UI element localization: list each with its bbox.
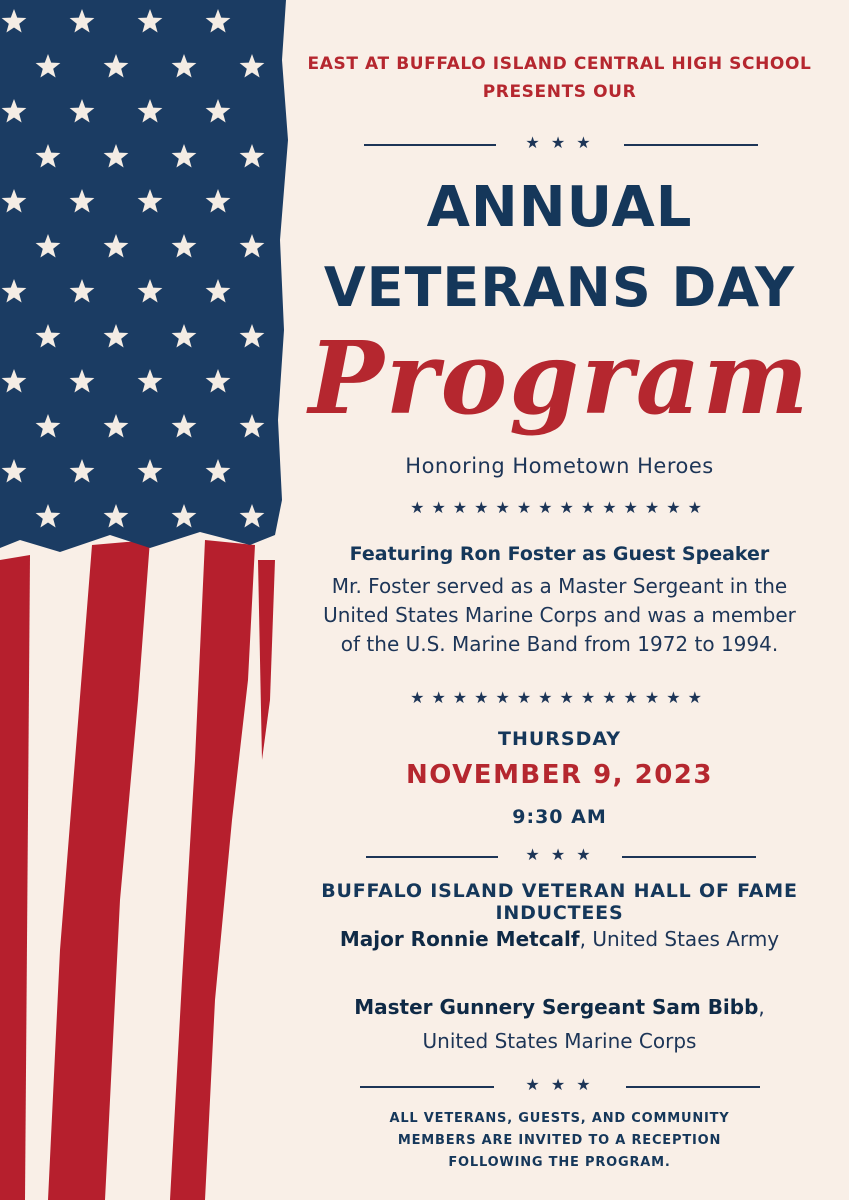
- three-stars-icon: ★ ★ ★: [525, 845, 594, 864]
- bio-line: United States Marine Corps and was a member: [323, 603, 796, 627]
- presenter-block: [270, 50, 849, 106]
- american-flag-illustration: [0, 0, 300, 1200]
- three-stars-icon: ★ ★ ★: [525, 133, 594, 152]
- bio-line: Mr. Foster served as a Master Sergeant in the: [331, 574, 788, 598]
- divider-line-right: [624, 144, 758, 146]
- poster-content: [270, 0, 849, 1200]
- school-name: EAST AT BUFFALO ISLAND CENTRAL HIGH SCHOOL: [307, 54, 812, 74]
- inductee-2: [270, 992, 849, 1056]
- reception-invitation: [270, 1108, 849, 1174]
- event-date: NOVEMBER 9, 2023: [406, 760, 713, 790]
- event-day: THURSDAY: [497, 728, 622, 750]
- invitation-line: ALL VETERANS, GUESTS, AND COMMUNITY: [389, 1111, 730, 1126]
- inductee-2-comma: ,: [758, 995, 765, 1019]
- divider-line-right: [622, 856, 756, 858]
- title-veterans-day: VETERANS DAY: [323, 256, 796, 319]
- inductee-2-name: Master Gunnery Sergeant Sam Bibb: [354, 995, 759, 1019]
- three-stars-icon: ★ ★ ★: [525, 1075, 594, 1094]
- subtitle: Honoring Hometown Heroes: [405, 454, 714, 478]
- star-row-icon: ★★★★★★★★★★★★★★: [410, 688, 709, 707]
- title-annual: ANNUAL: [426, 175, 693, 240]
- flag-red-stripe: [0, 555, 30, 1200]
- hall-of-fame-heading: BUFFALO ISLAND VETERAN HALL OF FAME INDUCTEES: [321, 880, 798, 924]
- star-row-icon: ★★★★★★★★★★★★★★: [410, 498, 709, 517]
- guest-speaker-heading: Featuring Ron Foster as Guest Speaker: [349, 543, 770, 565]
- divider-middle: [270, 846, 849, 866]
- flag-red-stripe: [48, 540, 150, 1200]
- inductee-1-name: Major Ronnie Metcalf: [339, 927, 580, 951]
- invitation-line: MEMBERS ARE INVITED TO A RECEPTION: [397, 1133, 722, 1148]
- divider-line-right: [626, 1086, 760, 1088]
- bio-line: of the U.S. Marine Band from 1972 to 1994.: [340, 632, 779, 656]
- title-program-script: Program: [308, 319, 811, 437]
- divider-top: [270, 134, 849, 154]
- inductee-1: [270, 924, 849, 954]
- inductee-1-branch: , United Staes Army: [579, 927, 780, 951]
- event-time: 9:30 AM: [512, 806, 607, 828]
- flag-red-stripe: [170, 540, 255, 1200]
- presents-text: PRESENTS OUR: [482, 82, 637, 102]
- inductee-2-branch: United States Marine Corps: [422, 1029, 697, 1053]
- invitation-line: FOLLOWING THE PROGRAM.: [448, 1155, 671, 1170]
- divider-bottom: [270, 1076, 849, 1096]
- guest-speaker-bio: [270, 572, 849, 659]
